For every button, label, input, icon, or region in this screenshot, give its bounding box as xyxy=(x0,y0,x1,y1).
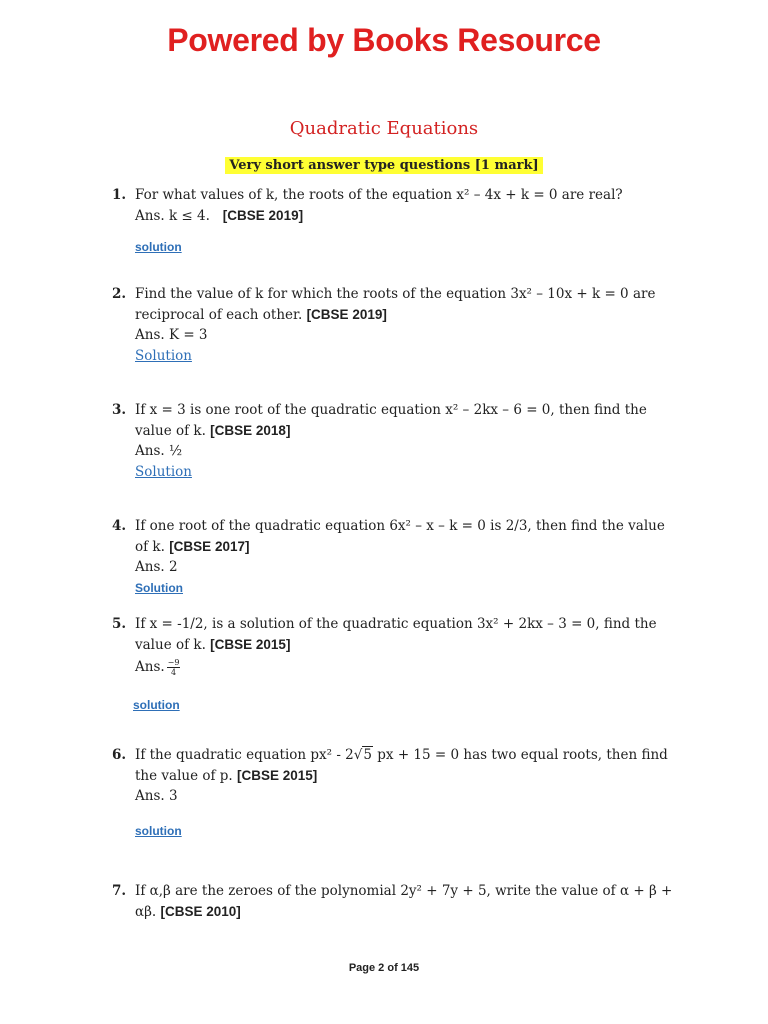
fraction-denominator: 4 xyxy=(171,668,177,677)
answer-text: Ans. xyxy=(135,659,165,675)
cbse-citation: [CBSE 2015] xyxy=(237,767,318,783)
solution-link[interactable]: solution xyxy=(135,240,182,254)
question-text: If one root of the quadratic equation 6x² – x – k = 0 is 2/3, then find the value of k. xyxy=(135,518,665,555)
page-number: Page 2 of 145 xyxy=(348,962,420,974)
question-text-cont: px + 15 = 0 has two equal roots, then find the value of p. xyxy=(135,747,668,784)
question-5 xyxy=(112,614,682,712)
answer-text: Ans. 3 xyxy=(135,788,178,804)
answer-text: Ans. k ≤ 4. xyxy=(135,207,210,224)
answer-text: Ans. K = 3 xyxy=(135,327,208,343)
question-7 xyxy=(112,881,682,922)
question-number: 1. xyxy=(112,187,127,203)
question-number: 6. xyxy=(112,747,127,763)
question-text: For what values of k, the roots of the equation x² – 4x + k = 0 are real? xyxy=(135,187,623,203)
question-text: If the quadratic equation px² - 2 xyxy=(135,747,354,763)
question-number: 4. xyxy=(112,518,127,534)
solution-link[interactable]: solution xyxy=(133,698,180,712)
question-number: 3. xyxy=(112,402,127,418)
cbse-citation: [CBSE 2010] xyxy=(160,903,241,919)
question-4 xyxy=(112,516,682,598)
question-6 xyxy=(112,745,682,841)
section-heading: Very short answer type questions [1 mark] xyxy=(225,157,542,174)
answer-text: Ans. ½ xyxy=(135,443,183,459)
cbse-citation: [CBSE 2018] xyxy=(210,422,291,438)
question-2 xyxy=(112,284,682,366)
question-text: If x = 3 is one root of the quadratic equation x² – 2kx – 6 = 0, then find the value of k. xyxy=(135,402,647,439)
cbse-citation: [CBSE 2015] xyxy=(210,636,291,652)
sqrt-sign: √ xyxy=(353,747,363,763)
question-text: If α,β are the zeroes of the polynomial 2y² + 7y + 5, write the value of α + β + αβ. xyxy=(135,883,673,920)
cbse-citation: [CBSE 2019] xyxy=(306,306,387,322)
cbse-citation: [CBSE 2019] xyxy=(222,207,304,223)
solution-link[interactable]: solution xyxy=(135,823,182,838)
question-text: If x = -1/2, is a solution of the quadratic equation 3x² + 2kx – 3 = 0, find the value of k. xyxy=(135,616,657,653)
question-3 xyxy=(112,400,682,482)
page-title: Quadratic Equations xyxy=(289,118,479,139)
cbse-citation: [CBSE 2017] xyxy=(169,538,250,554)
solution-link[interactable]: Solution xyxy=(135,347,192,364)
question-text: Find the value of k for which the roots of the equation 3x² – 10x + k = 0 are reciprocal of each other. xyxy=(135,286,656,323)
solution-link[interactable]: Solution xyxy=(135,463,192,480)
question-number: 5. xyxy=(112,616,127,632)
question-1 xyxy=(112,185,682,258)
question-number: 7. xyxy=(112,883,127,899)
question-number: 2. xyxy=(112,286,127,302)
sqrt-radicand: 5 xyxy=(363,747,372,763)
answer-text: Ans. 2 xyxy=(135,559,178,575)
answer-fraction xyxy=(167,658,181,677)
fraction-numerator: −9 xyxy=(167,658,180,667)
brand-banner: Powered by Books Resource xyxy=(167,22,601,58)
solution-link[interactable]: Solution xyxy=(135,580,183,595)
